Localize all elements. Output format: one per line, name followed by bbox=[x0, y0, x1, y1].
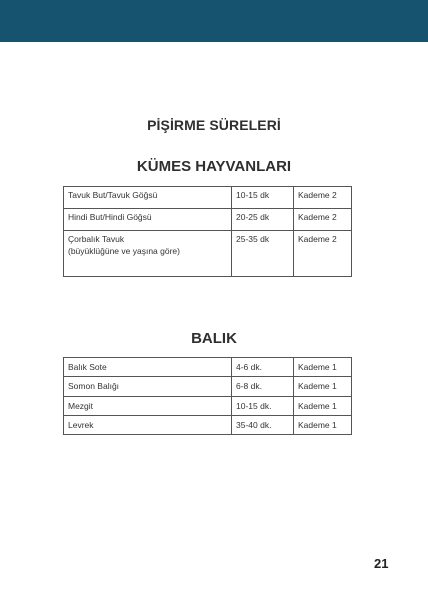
table-row bbox=[64, 377, 352, 396]
level-cell: Kademe 1 bbox=[294, 358, 352, 377]
level-cell: Kademe 1 bbox=[294, 377, 352, 396]
item-cell bbox=[64, 231, 232, 277]
header-band bbox=[0, 0, 428, 42]
poultry-section-title: KÜMES HAYVANLARI bbox=[136, 158, 292, 175]
fish-cooking-table bbox=[63, 357, 352, 435]
level-cell: Kademe 1 bbox=[294, 415, 352, 434]
item-cell bbox=[64, 187, 232, 209]
item-cell bbox=[64, 209, 232, 231]
time-cell: 20-25 dk bbox=[232, 209, 294, 231]
level-cell: Kademe 2 bbox=[294, 187, 352, 209]
table-row bbox=[64, 396, 352, 415]
time-cell: 4-6 dk. bbox=[232, 358, 294, 377]
time-cell: 10-15 dk. bbox=[232, 396, 294, 415]
time-cell: 25-35 dk bbox=[232, 231, 294, 277]
level-cell: Kademe 1 bbox=[294, 396, 352, 415]
level-cell: Kademe 2 bbox=[294, 209, 352, 231]
item-note: (büyüklüğüne ve yaşına göre) bbox=[68, 246, 180, 257]
fish-section-title: BALIK bbox=[191, 330, 237, 347]
poultry-cooking-table bbox=[63, 186, 352, 277]
item-cell: Somon Balığı bbox=[64, 377, 232, 396]
item-cell: Balık Sote bbox=[64, 358, 232, 377]
table-row bbox=[64, 231, 352, 277]
item-name: Hindi But/Hindi Göğsü bbox=[68, 212, 152, 222]
table-row bbox=[64, 415, 352, 434]
item-cell: Levrek bbox=[64, 415, 232, 434]
page-number: 21 bbox=[374, 556, 389, 571]
time-cell: 35-40 dk. bbox=[232, 415, 294, 434]
item-cell: Mezgit bbox=[64, 396, 232, 415]
table-row bbox=[64, 187, 352, 209]
page-title: PİŞİRME SÜRELERİ bbox=[147, 117, 281, 133]
time-cell: 6-8 dk. bbox=[232, 377, 294, 396]
table-row bbox=[64, 209, 352, 231]
level-cell: Kademe 2 bbox=[294, 231, 352, 277]
time-cell: 10-15 dk bbox=[232, 187, 294, 209]
table-row bbox=[64, 358, 352, 377]
item-name: Tavuk But/Tavuk Göğsü bbox=[68, 190, 158, 200]
item-name: Çorbalık Tavuk bbox=[68, 234, 125, 244]
